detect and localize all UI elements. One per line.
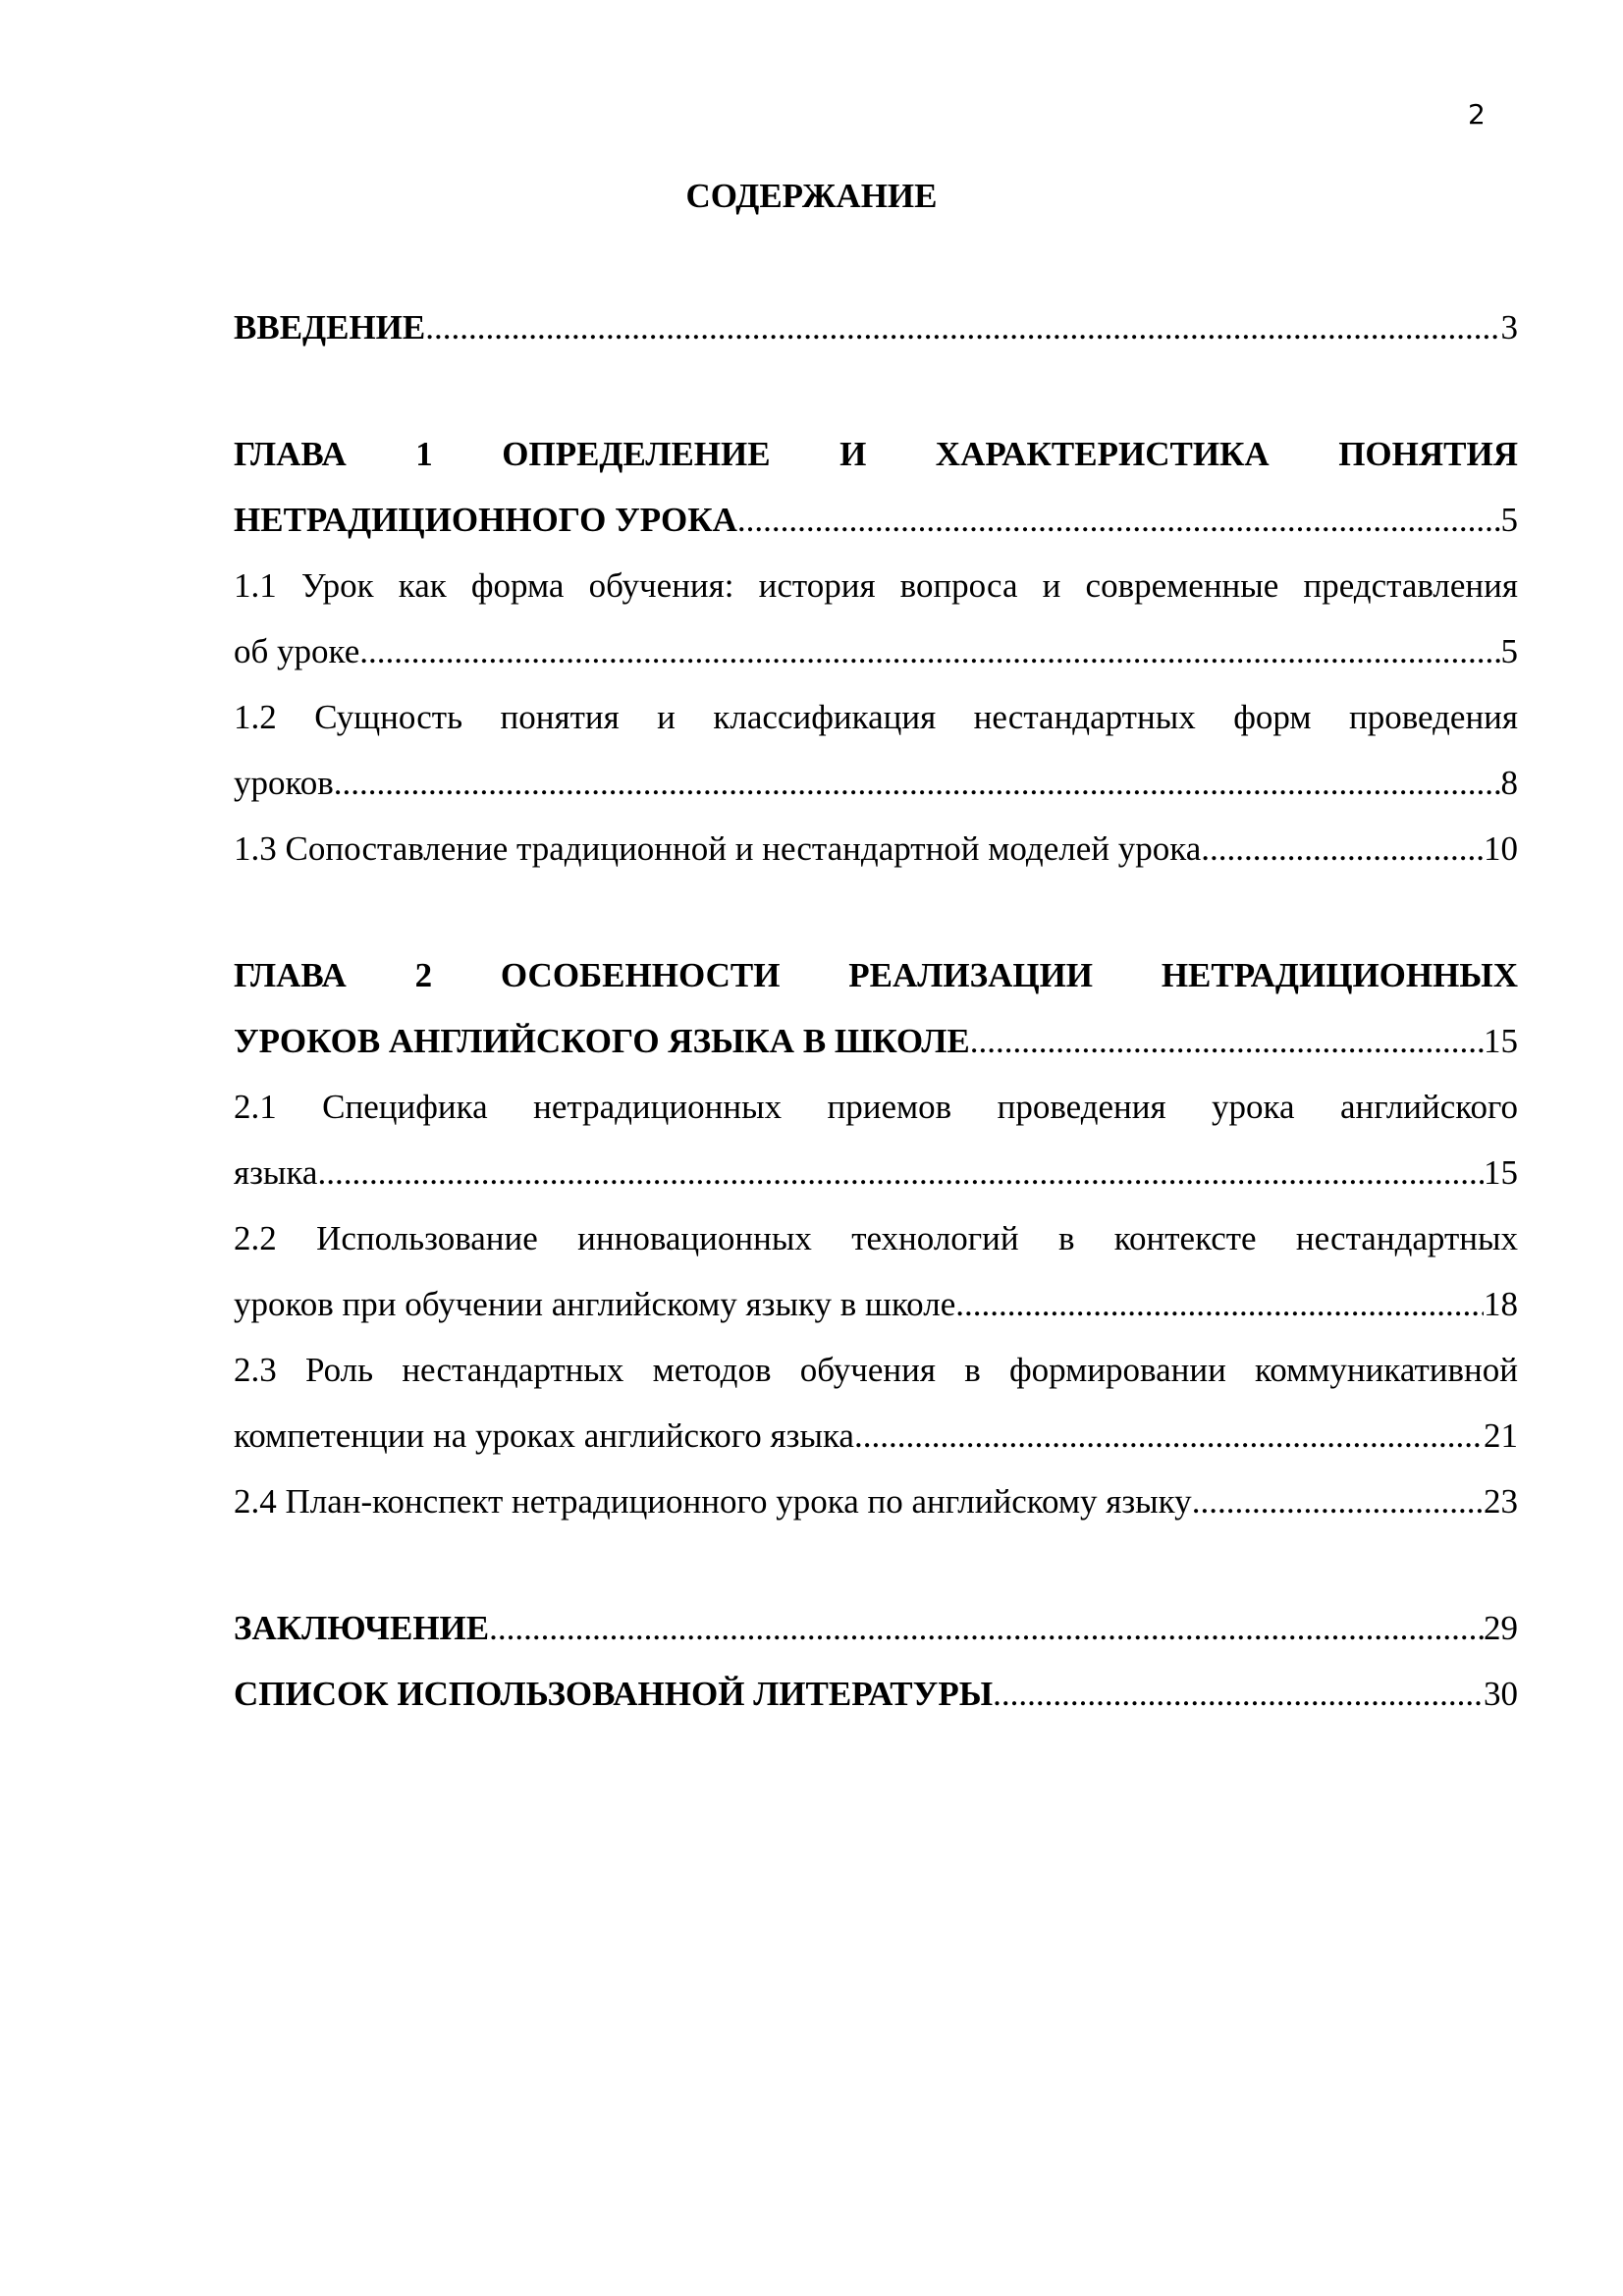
- toc-entry-label: 1.2 Сущность понятия и классификация нестандартных форм проведения: [234, 698, 1518, 736]
- toc-entry-conclusion[interactable]: [234, 1595, 1518, 1661]
- dot-leader: [489, 1595, 1484, 1661]
- toc-section-1-1-line2[interactable]: [234, 618, 1518, 684]
- toc-entry-references[interactable]: [234, 1661, 1518, 1727]
- toc-entry-page: 29: [1484, 1609, 1518, 1647]
- toc-entry-label: ВВЕДЕНИЕ: [234, 308, 426, 347]
- toc-chapter2-heading-line1[interactable]: [234, 942, 1518, 1008]
- dot-leader: [993, 1661, 1484, 1727]
- toc-entry-page: 15: [1484, 1153, 1518, 1192]
- toc-entry-label: 1.3 Сопоставление традиционной и нестандартной моделей урока: [234, 829, 1202, 868]
- toc-entry-label: языка: [234, 1153, 318, 1192]
- toc-entry-page: 10: [1484, 829, 1518, 868]
- toc-section-2-3-line1[interactable]: [234, 1337, 1518, 1403]
- toc-section-2-1-line2[interactable]: [234, 1140, 1518, 1205]
- toc-section-2-1-line1[interactable]: [234, 1074, 1518, 1140]
- toc-entry-page: 18: [1484, 1285, 1518, 1323]
- toc-entry-page: 15: [1484, 1022, 1518, 1060]
- dot-leader: [854, 1403, 1484, 1468]
- toc-entry-page: 3: [1500, 308, 1518, 347]
- toc-entry-label: 2.2 Использование инновационных технологий в контексте нестандартных: [234, 1219, 1518, 1257]
- toc-entry-label: НЕТРАДИЦИОННОГО УРОКА: [234, 501, 737, 539]
- toc-entry-label: 2.3 Роль нестандартных методов обучения в формировании коммуникативной: [234, 1351, 1518, 1389]
- toc-entry-label: об уроке: [234, 632, 360, 670]
- toc-section-2-2-line2[interactable]: [234, 1271, 1518, 1337]
- toc-section-1-1-line1[interactable]: [234, 553, 1518, 618]
- toc-entry-label: компетенции на уроках английского языка: [234, 1416, 854, 1455]
- toc-entry-page: 21: [1484, 1416, 1518, 1455]
- toc-section-1-2-line2[interactable]: [234, 750, 1518, 816]
- dot-leader: [1192, 1468, 1484, 1534]
- toc-entry-page: 5: [1500, 501, 1518, 539]
- dot-leader: [425, 294, 1500, 360]
- toc-entry-label: 2.4 План-конспект нетрадиционного урока по английскому языку: [234, 1482, 1192, 1521]
- toc-entry-label: ГЛАВА 2 ОСОБЕННОСТИ РЕАЛИЗАЦИИ НЕТРАДИЦИОННЫХ: [234, 956, 1518, 994]
- toc-entry-label: ЗАКЛЮЧЕНИЕ: [234, 1609, 490, 1647]
- toc-entry-label: УРОКОВ АНГЛИЙСКОГО ЯЗЫКА В ШКОЛЕ: [234, 1022, 970, 1060]
- toc-chapter1-heading-line2[interactable]: [234, 487, 1518, 553]
- dot-leader: [334, 750, 1501, 816]
- dot-leader: [955, 1271, 1484, 1337]
- table-of-contents: [234, 294, 1518, 1727]
- page-title: СОДЕРЖАНИЕ: [685, 177, 938, 215]
- dot-leader: [970, 1008, 1484, 1074]
- dot-leader: [1201, 816, 1484, 881]
- toc-entry-page: 8: [1500, 764, 1518, 802]
- toc-section-2-2-line1[interactable]: [234, 1205, 1518, 1271]
- toc-entry-page: 5: [1500, 632, 1518, 670]
- toc-entry-page: 23: [1484, 1482, 1518, 1521]
- toc-chapter2-heading-line2[interactable]: [234, 1008, 1518, 1074]
- dot-leader: [359, 618, 1500, 684]
- toc-entry-label: 1.1 Урок как форма обучения: история вопроса и современные представления: [234, 566, 1518, 605]
- toc-section-1-2-line1[interactable]: [234, 684, 1518, 750]
- toc-entry-page: 30: [1484, 1675, 1518, 1713]
- toc-entry-label: ГЛАВА 1 ОПРЕДЕЛЕНИЕ И ХАРАКТЕРИСТИКА ПОНЯТИЯ: [234, 435, 1518, 473]
- toc-entry-label: уроков: [234, 764, 334, 802]
- toc-entry-label: СПИСОК ИСПОЛЬЗОВАННОЙ ЛИТЕРАТУРЫ: [234, 1675, 994, 1713]
- toc-chapter1-heading-line1[interactable]: [234, 421, 1518, 487]
- toc-entry-label: уроков при обучении английскому языку в школе: [234, 1285, 956, 1323]
- toc-entry-intro[interactable]: [234, 294, 1518, 360]
- toc-section-2-4[interactable]: [234, 1468, 1518, 1534]
- dot-leader: [317, 1140, 1484, 1205]
- toc-section-2-3-line2[interactable]: [234, 1403, 1518, 1468]
- page-number: 2: [1468, 98, 1486, 131]
- toc-section-1-3[interactable]: [234, 816, 1518, 881]
- toc-entry-label: 2.1 Специфика нетрадиционных приемов проведения урока английского: [234, 1088, 1518, 1126]
- dot-leader: [737, 487, 1501, 553]
